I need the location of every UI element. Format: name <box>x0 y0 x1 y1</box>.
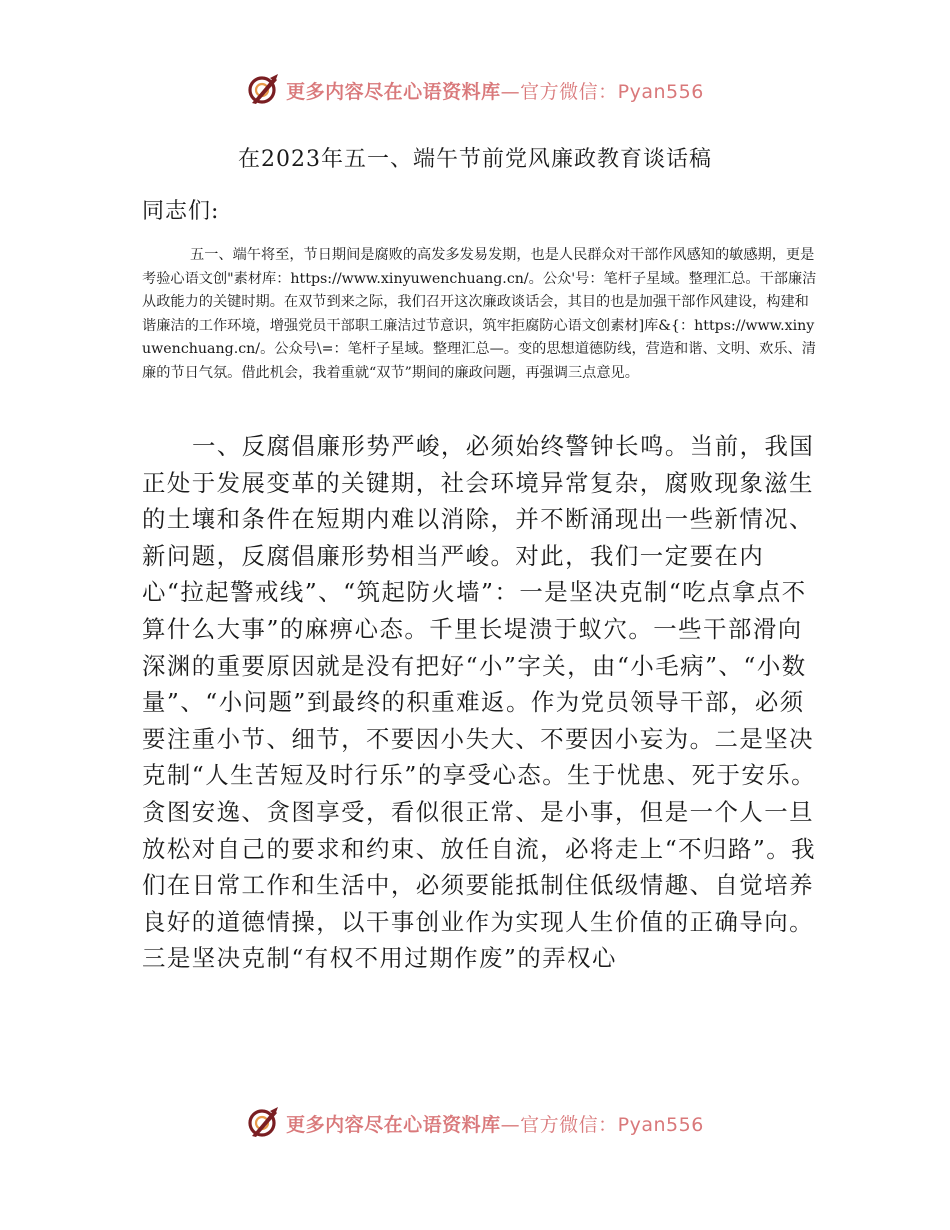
logo-quill-icon <box>246 1106 280 1140</box>
banner-contact-text: —官方微信：Pyan556 <box>500 1113 704 1136</box>
salutation: 同志们: <box>142 199 220 224</box>
logo-quill-icon <box>246 73 280 107</box>
banner-contact-text: —官方微信：Pyan556 <box>500 80 704 103</box>
banner-brand-text: 更多内容尽在心语资料库 <box>286 80 501 103</box>
header-banner <box>0 70 950 110</box>
footer-banner <box>0 1103 950 1143</box>
intro-paragraph: 五一、端午将至，节日期间是腐败的高发多发易发期，也是人民群众对干部作风感知的敏感期，更是考验心语文创"素材库：https://www.xinyuwenchuang.cn/。公众'号：笔杆子星域。整理汇总。干部廉洁从政能力的关键时期。在双节到来之际，我们召开这次廉政谈话会，其目的也是加强干部作风建设，构建和谐廉洁的工作环境，增强党员干部职工廉洁过节意识，筑牢拒腐防心语文创素材]库&{：https://www.xinyuwenchuang.cn/。公众号\=：笔杆子星域。整理汇总—。变的思想道德防线，营造和谐、文明、欢乐、清廉的节日气氛。借此机会，我着重就“双节”期间的廉政问题，再强调三点意见。 <box>142 247 817 381</box>
banner-text <box>286 1110 704 1137</box>
document-title: 在2023年五一、端午节前党风廉政教育谈话稿 <box>238 147 712 172</box>
banner-brand-text: 更多内容尽在心语资料库 <box>286 1113 501 1136</box>
banner-text <box>286 77 704 104</box>
main-paragraph: 一、反腐倡廉形势严峻，必须始终警钟长鸣。当前，我国正处于发展变革的关键期，社会环境异常复杂，腐败现象滋生的土壤和条件在短期内难以消除，并不断涌现出一些新情况、新问题，反腐倡廉形势相当严峻。对此，我们一定要在内心“拉起警戒线”、“筑起防火墙”：一是坚决克制“吃点拿点不算什么大事”的麻痹心态。千里长堤溃于蚁穴。一些干部滑向深渊的重要原因就是没有把好“小”字关，由“小毛病”、“小数量”、“小问题”到最终的积重难返。作为党员领导干部，必须要注重小节、细节，不要因小失大、不要因小妄为。二是坚决克制“人生苦短及时行乐”的享受心态。生于忧患、死于安乐。贪图安逸、贪图享受，看似很正常、是小事，但是一个人一旦放松对自己的要求和约束、放任自流，必将走上“不归路”。我们在日常工作和生活中，必须要能抵制住低级情趣、自觉培养良好的道德情操，以干事创业作为实现人生价值的正确导向。三是坚决克制“有权不用过期作废”的弄权心 <box>142 432 817 973</box>
